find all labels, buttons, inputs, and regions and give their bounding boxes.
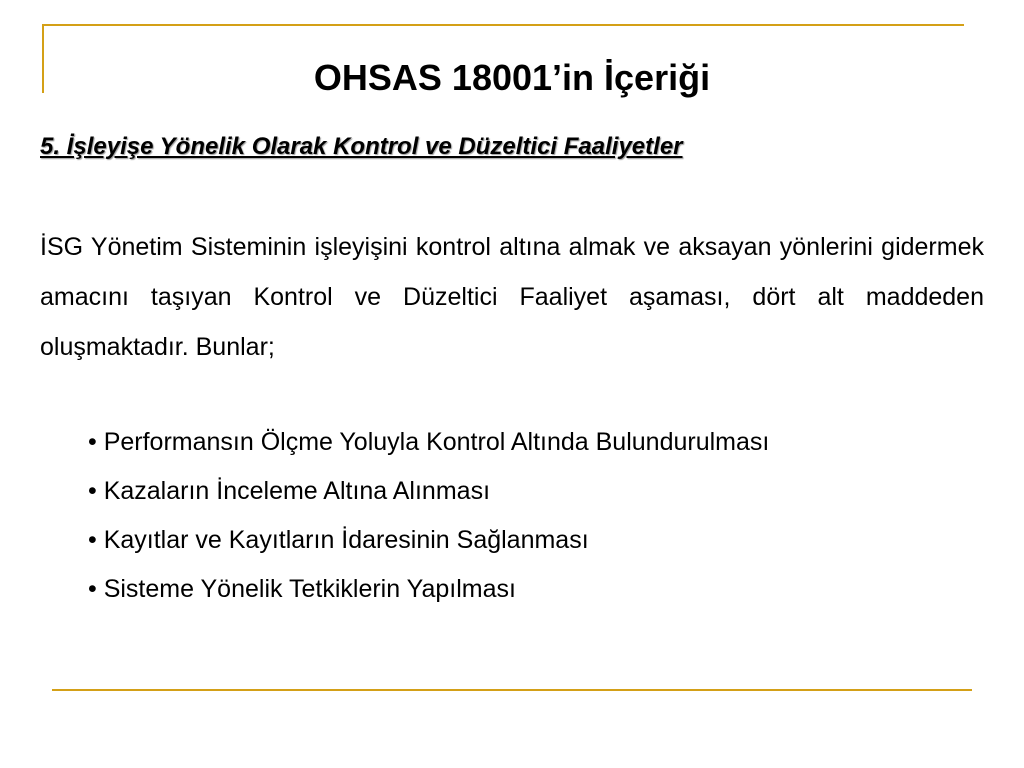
decorative-top-line	[42, 24, 964, 26]
bullet-item: • Sisteme Yönelik Tetkiklerin Yapılması	[88, 575, 516, 603]
bullet-item: • Kayıtlar ve Kayıtların İdaresinin Sağlanması	[88, 526, 589, 554]
bullet-item: • Performansın Ölçme Yoluyla Kontrol Altında Bulundurulması	[88, 428, 770, 456]
bullet-list	[88, 418, 984, 614]
slide-title: OHSAS 18001’in İçeriği	[313, 57, 711, 98]
bullet-item: • Kazaların İnceleme Altına Alınması	[88, 477, 491, 505]
body-paragraph: İSG Yönetim Sisteminin işleyişini kontrol altına almak ve aksayan yönlerini gidermek amacını taşıyan Kontrol ve Düzeltici Faaliyet aşaması, dört alt maddeden oluşmaktadır. Bunlar;	[40, 233, 984, 361]
section-heading: 5. İşleyişe Yönelik Olarak Kontrol ve Düzeltici Faaliyetler	[40, 133, 683, 160]
decorative-bottom-line	[52, 689, 972, 691]
